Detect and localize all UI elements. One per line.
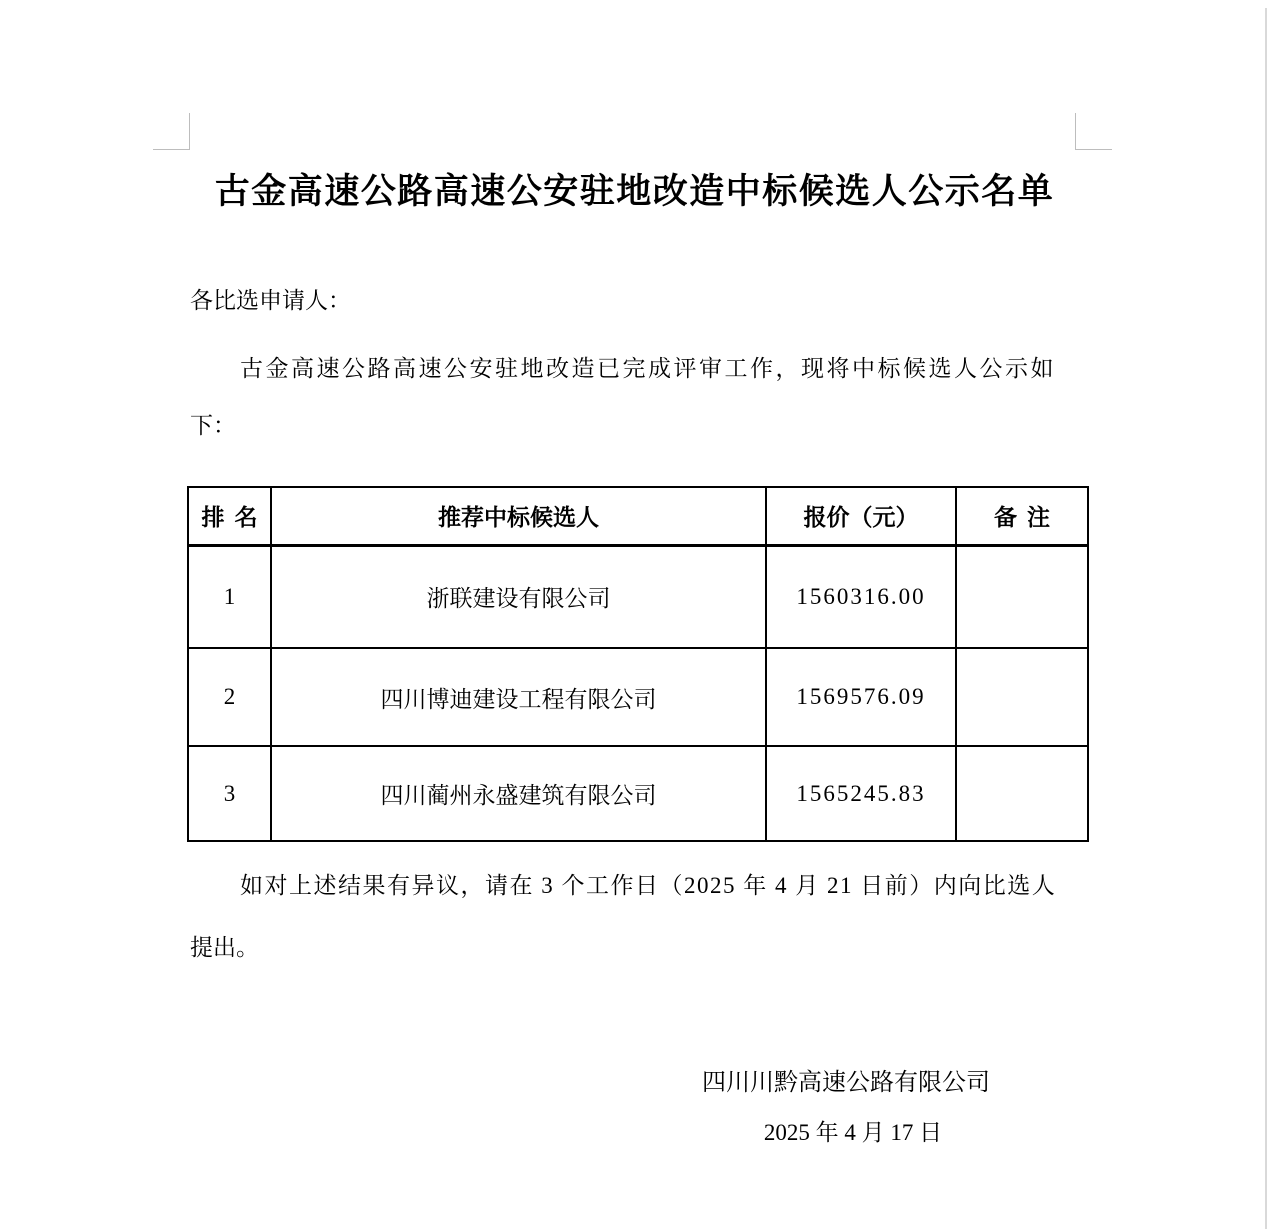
table-row [188, 746, 1088, 841]
signature-company-name: 四川川黔高速公路有限公司 [702, 1070, 990, 1096]
header-candidate: 推荐中标候选人 [271, 487, 766, 545]
text-boundary-mark-top-right [1075, 113, 1112, 150]
header-price: 报价（元） [766, 487, 956, 545]
bid-candidates-table [187, 486, 1089, 842]
notice-paragraph-line-2: 提出。 [190, 935, 259, 960]
table-row [188, 648, 1088, 746]
table-row [188, 545, 1088, 648]
cell-rank: 2 [188, 648, 271, 746]
cell-candidate: 四川博迪建设工程有限公司 [271, 648, 766, 746]
page-right-edge-line [1265, 8, 1267, 1229]
cell-remark [956, 545, 1088, 648]
cell-remark [956, 648, 1088, 746]
cell-price: 1569576.09 [766, 648, 956, 746]
cell-rank: 3 [188, 746, 271, 841]
table-header-row [188, 487, 1088, 545]
header-rank: 排名 [188, 487, 271, 545]
cell-candidate: 浙联建设有限公司 [271, 545, 766, 648]
text-boundary-mark-top-left [153, 113, 190, 150]
intro-paragraph-line-2: 下： [190, 413, 236, 438]
cell-remark [956, 746, 1088, 841]
cell-price: 1565245.83 [766, 746, 956, 841]
salutation-line: 各比选申请人： [190, 288, 351, 313]
notice-paragraph-line-1: 如对上述结果有异议，请在 3 个工作日（2025 年 4 月 21 日前）内向比选人 [240, 873, 1057, 898]
cell-candidate: 四川蔺州永盛建筑有限公司 [271, 746, 766, 841]
cell-rank: 1 [188, 545, 271, 648]
header-remark: 备注 [956, 487, 1088, 545]
signature-date: 2025 年 4 月 17 日 [763, 1120, 943, 1145]
intro-paragraph-line-1: 古金高速公路高速公安驻地改造已完成评审工作，现将中标候选人公示如 [240, 356, 1056, 381]
cell-price: 1560316.00 [766, 545, 956, 648]
page-title: 古金高速公路高速公安驻地改造中标候选人公示名单 [214, 172, 1055, 211]
